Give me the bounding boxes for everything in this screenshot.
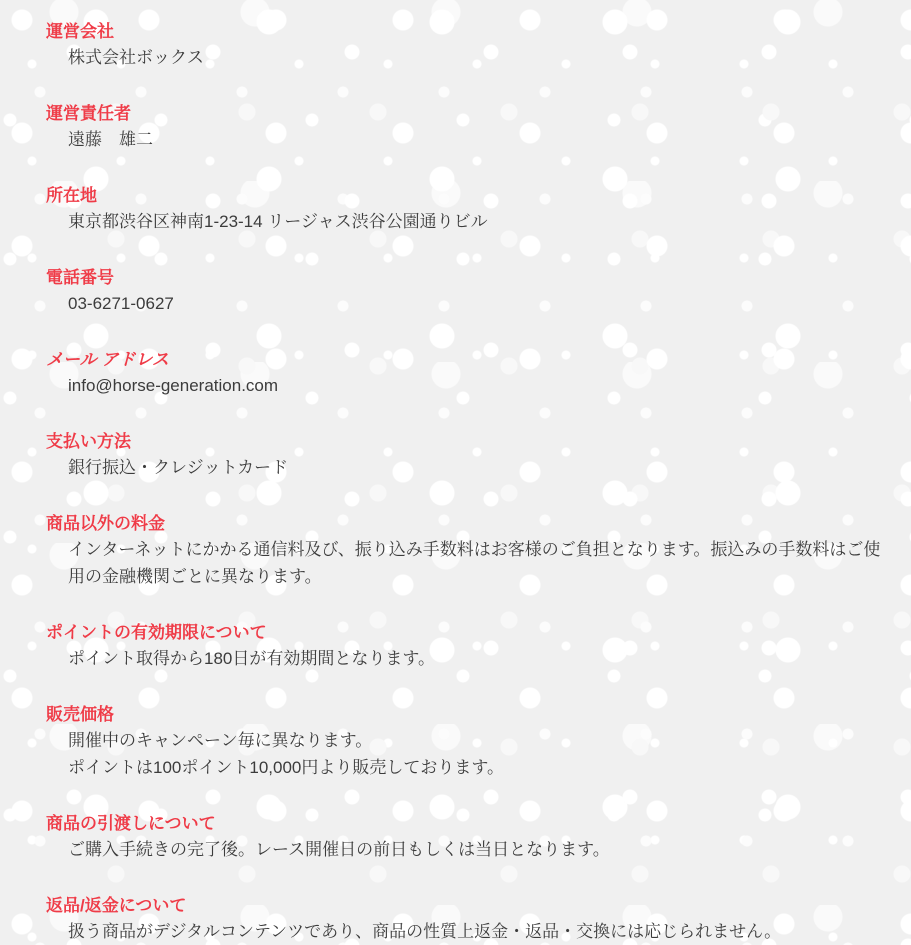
section-heading: 運営会社 — [46, 22, 114, 41]
section-line: 開催中のキャンペーン毎に異なります。 — [68, 731, 373, 750]
section-heading: 商品の引渡しについて — [46, 814, 216, 833]
section-heading: 販売価格 — [46, 705, 114, 724]
info-section — [46, 19, 885, 71]
section-line: 株式会社ボックス — [68, 48, 204, 67]
section-line: 東京都渋谷区神南1-23-14 リージャス渋谷公園通りビル — [68, 212, 488, 231]
section-line: 銀行振込・クレジットカード — [68, 458, 289, 477]
section-body — [46, 208, 885, 235]
section-body — [46, 536, 885, 590]
section-line: 遠藤 雄二 — [68, 130, 153, 149]
section-heading: メール アドレス — [46, 350, 169, 369]
section-heading: 電話番号 — [46, 268, 114, 287]
section-line: ポイントは100ポイント10,000円より販売しております。 — [68, 758, 504, 777]
section-body — [46, 836, 885, 863]
info-section — [46, 183, 885, 235]
section-heading: ポイントの有効期限について — [46, 623, 267, 642]
info-section — [46, 265, 885, 317]
section-heading: 所在地 — [46, 186, 97, 205]
section-body — [46, 918, 885, 945]
section-heading: 商品以外の料金 — [46, 514, 165, 533]
section-body — [46, 372, 885, 399]
section-body — [46, 44, 885, 71]
section-body — [46, 645, 885, 672]
info-section — [46, 702, 885, 781]
section-heading: 運営責任者 — [46, 104, 131, 123]
info-section — [46, 511, 885, 590]
section-line: info@horse-generation.com — [68, 376, 279, 395]
section-body — [46, 126, 885, 153]
info-section — [46, 811, 885, 863]
info-section — [46, 347, 885, 399]
section-body — [46, 727, 885, 781]
section-body — [46, 290, 885, 317]
section-body — [46, 454, 885, 481]
section-heading: 返品/返金について — [46, 896, 187, 915]
section-line: インターネットにかかる通信料及び、振り込み手数料はお客様のご負担となります。振込みの手数料はご使用の金融機関ごとに異なります。 — [68, 540, 881, 586]
info-section — [46, 620, 885, 672]
section-line: ご購入手続きの完了後。レース開催日の前日もしくは当日となります。 — [68, 840, 610, 859]
section-line: ポイント取得から180日が有効期間となります。 — [68, 649, 436, 668]
section-heading: 支払い方法 — [46, 432, 131, 451]
section-line: 扱う商品がデジタルコンテンツであり、商品の性質上返金・返品・交換には応じられません。 — [68, 922, 782, 941]
info-section — [46, 893, 885, 945]
info-section — [46, 429, 885, 481]
info-section — [46, 101, 885, 153]
section-line: 03-6271-0627 — [68, 294, 174, 313]
